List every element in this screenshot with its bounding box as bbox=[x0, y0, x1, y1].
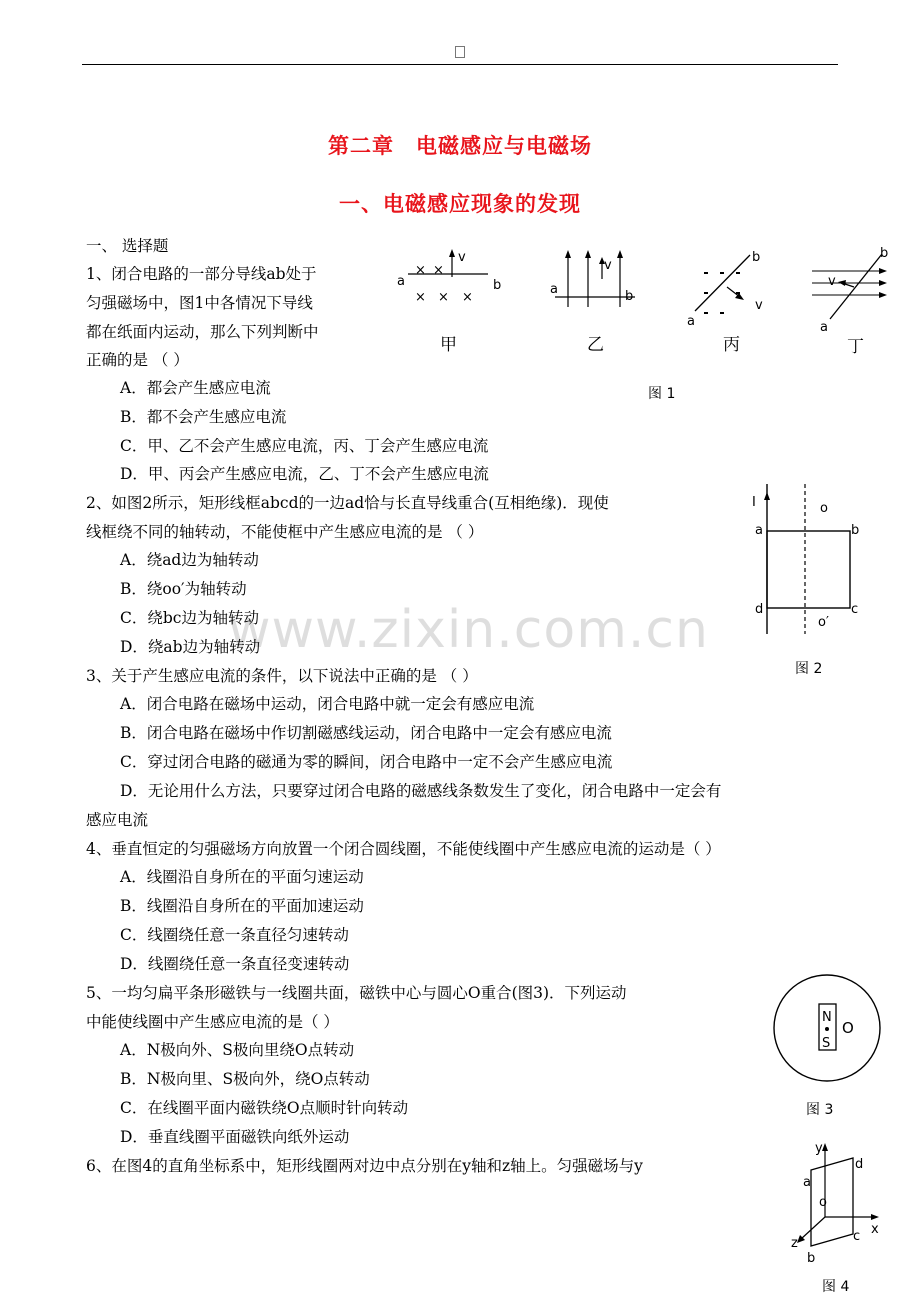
q5-line: 5、一均匀扁平条形磁铁与一线圈共面，磁铁中心与圆心O重合(图3)．下列运动 bbox=[86, 984, 627, 1002]
fig1-x-mark: × bbox=[415, 263, 426, 278]
fig2-label-a: a bbox=[755, 523, 763, 538]
fig3-caption: 图 3 bbox=[806, 1102, 834, 1118]
section-heading: 一、 选择题 bbox=[86, 237, 169, 255]
q1-option: B．都不会产生感应电流 bbox=[120, 408, 287, 426]
q4-option: D．线圈绕任意一条直径变速转动 bbox=[120, 955, 350, 973]
fig4-label-d: d bbox=[855, 1157, 864, 1172]
fig1-label-b: b bbox=[493, 278, 502, 293]
fig3-center-label: O bbox=[842, 1019, 854, 1037]
fig2-label-c: c bbox=[851, 602, 859, 617]
fig1-velocity-label: v bbox=[458, 250, 466, 265]
fig4-label-c: c bbox=[853, 1229, 861, 1244]
fig1-panel-bing: 丙 bbox=[723, 335, 740, 355]
fig2-caption: 图 2 bbox=[795, 661, 823, 677]
q3-option-continued: 感应电流 bbox=[86, 811, 149, 829]
fig3-north-label: N bbox=[822, 1010, 832, 1025]
q5-line: 中能使线圈中产生感应电流的是（ ） bbox=[86, 1013, 339, 1031]
figure-3 bbox=[770, 973, 885, 1088]
q1-option: D．甲、丙会产生感应电流，乙、丁不会产生感应电流 bbox=[120, 465, 489, 483]
q1-line: 匀强磁场中，图1中各情况下导线 bbox=[86, 294, 313, 312]
fig1-panel-ding: 丁 bbox=[847, 337, 864, 357]
q2-line: 线框绕不同的轴转动，不能使框中产生感应电流的是 （ ） bbox=[86, 523, 484, 541]
q4-option: B．线圈沿自身所在的平面加速运动 bbox=[120, 897, 364, 915]
q2-option: A．绕ad边为轴转动 bbox=[120, 551, 259, 569]
fig1-x-mark: × bbox=[415, 290, 426, 305]
fig1-velocity-label: v bbox=[828, 274, 836, 289]
fig1-caption: 图 1 bbox=[648, 386, 676, 402]
fig2-label-d: d bbox=[755, 602, 764, 617]
fig2-current-label: I bbox=[752, 495, 756, 510]
q3-option: C．穿过闭合电路的磁通为零的瞬间，闭合电路中一定不会产生感应电流 bbox=[120, 753, 613, 771]
q3-option: D．无论用什么方法，只要穿过闭合电路的磁感线条数发生了变化，闭合电路中一定会有 bbox=[120, 782, 722, 800]
q2-option: B．绕oo′为轴转动 bbox=[120, 580, 247, 598]
fig1-x-mark: × bbox=[433, 263, 444, 278]
fig1-panel-jia: 甲 bbox=[440, 335, 457, 355]
fig1-label-a: a bbox=[687, 314, 695, 329]
fig1-label-b: b bbox=[880, 246, 889, 261]
fig4-axis-x: x bbox=[871, 1222, 879, 1237]
fig1-label-b: b bbox=[752, 250, 761, 265]
q4-option: C．线圈绕任意一条直径匀速转动 bbox=[120, 926, 349, 944]
q2-line: 2、如图2所示，矩形线框abcd的一边ad恰与长直导线重合(互相绝缘)．现使 bbox=[86, 494, 609, 512]
q3-line: 3、关于产生感应电流的条件，以下说法中正确的是 （ ） bbox=[86, 667, 478, 685]
fig1-label-a: a bbox=[820, 320, 828, 335]
q4-line: 4、垂直恒定的匀强磁场方向放置一个闭合圆线圈，不能使线圈中产生感应电流的运动是（ ） bbox=[86, 840, 721, 858]
fig1-x-mark: × bbox=[438, 290, 449, 305]
fig1-label-a: a bbox=[397, 274, 405, 289]
fig1-panel-yi: 乙 bbox=[587, 335, 604, 355]
q3-option: B．闭合电路在磁场中作切割磁感线运动，闭合电路中一定会有感应电流 bbox=[120, 724, 612, 742]
q1-option: A．都会产生感应电流 bbox=[120, 379, 271, 397]
q1-option: C．甲、乙不会产生感应电流，丙、丁会产生感应电流 bbox=[120, 437, 489, 455]
fig4-caption: 图 4 bbox=[822, 1279, 850, 1295]
q1-line: 1、闭合电路的一部分导线ab处于 bbox=[86, 265, 317, 283]
q5-option: C．在线圈平面内磁铁绕O点顺时针向转动 bbox=[120, 1099, 409, 1117]
fig4-axis-z: z bbox=[791, 1236, 798, 1251]
fig1-label-a: a bbox=[550, 282, 558, 297]
section-title: 一、电磁感应现象的发现 bbox=[339, 191, 581, 216]
header-mark bbox=[455, 46, 465, 58]
figure-4 bbox=[785, 1140, 895, 1275]
fig2-label-o: o bbox=[820, 501, 828, 516]
q2-option: D．绕ab边为轴转动 bbox=[120, 638, 261, 656]
fig2-label-o-prime: o′ bbox=[818, 615, 829, 630]
watermark: www.zixin.com.cn bbox=[228, 600, 709, 660]
fig1-velocity-label: v bbox=[755, 298, 763, 313]
figure-2 bbox=[745, 482, 865, 642]
q2-option: C．绕bc边为轴转动 bbox=[120, 609, 259, 627]
chapter-title: 第二章 电磁感应与电磁场 bbox=[328, 133, 592, 158]
q5-option: A．N极向外、S极向里绕O点转动 bbox=[120, 1041, 355, 1059]
fig4-axis-y: y bbox=[815, 1141, 823, 1156]
q1-line: 正确的是 （ ） bbox=[86, 351, 189, 369]
q4-option: A．线圈沿自身所在的平面匀速运动 bbox=[120, 868, 364, 886]
fig4-label-a: a bbox=[803, 1175, 811, 1190]
q1-line: 都在纸面内运动，那么下列判断中 bbox=[86, 323, 319, 341]
fig4-label-o: o bbox=[819, 1195, 827, 1210]
fig4-label-b: b bbox=[807, 1251, 816, 1266]
fig1-x-mark: × bbox=[462, 290, 473, 305]
fig1-label-b: b bbox=[625, 289, 634, 304]
q3-option: A．闭合电路在磁场中运动，闭合电路中就一定会有感应电流 bbox=[120, 695, 535, 713]
header-rule bbox=[82, 64, 838, 65]
fig3-south-label: S bbox=[822, 1036, 831, 1051]
fig2-label-b: b bbox=[851, 523, 860, 538]
q5-option: D．垂直线圈平面磁铁向纸外运动 bbox=[120, 1128, 350, 1146]
q6-line: 6、在图4的直角坐标系中，矩形线圈两对边中点分别在y轴和z轴上。匀强磁场与y bbox=[86, 1157, 643, 1175]
fig3-center-dot bbox=[825, 1027, 829, 1031]
q5-option: B．N极向里、S极向外，绕O点转动 bbox=[120, 1070, 370, 1088]
figure-1 bbox=[390, 245, 890, 360]
fig1-velocity-label: v bbox=[604, 258, 612, 273]
